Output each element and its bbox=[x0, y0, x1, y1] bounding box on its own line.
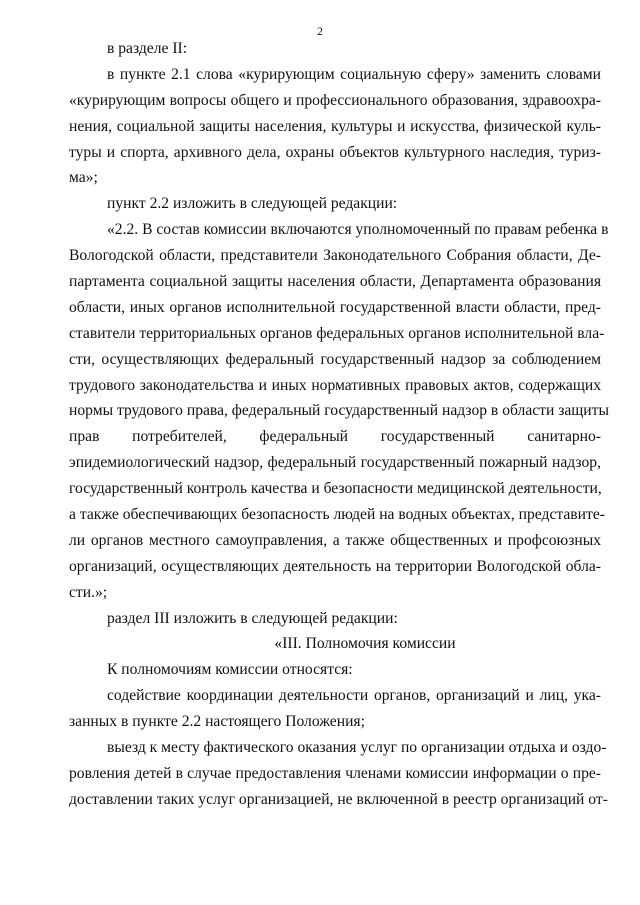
text-line: в пункте 2.1 слова «курирующим социальную сферу» заменить словами bbox=[107, 65, 601, 83]
text-line: выезд к месту фактического оказания услуг по организации отдыха и оздо- bbox=[107, 739, 607, 757]
page-number: 2 bbox=[317, 24, 323, 38]
text-line: трудового законодательства и иных нормативных правовых актов, содержащих bbox=[69, 376, 601, 394]
text-line: занных в пункте 2.2 настоящего Положения; bbox=[69, 713, 365, 731]
text-line: Вологодской области, представители Законодательного Собрания области, Де- bbox=[69, 247, 601, 265]
text-line: в разделе II: bbox=[107, 40, 188, 57]
text-line: туры и спорта, архивного дела, охраны объектов культурного наследия, туриз- bbox=[69, 143, 601, 161]
text-line: партамента социальной защиты населения области, Департамента образования bbox=[69, 273, 601, 291]
text-line: государственный контроль качества и безопасности медицинской деятельности, bbox=[69, 480, 602, 498]
text-line: «2.2. В состав комиссии включаются уполномоченный по правам ребенка в bbox=[107, 221, 609, 239]
section-heading: «III. Полномочия комиссии bbox=[274, 635, 456, 653]
text-line: области, иных органов исполнительной государственной власти области, пред- bbox=[69, 298, 601, 316]
text-line: сти, осуществляющих федеральный государственный надзор за соблюдением bbox=[69, 350, 601, 368]
text-line: ровления детей в случае предоставления членами комиссии информации о пре- bbox=[69, 764, 601, 782]
text-line: нения, социальной защиты населения, культуры и искусства, физической куль- bbox=[69, 117, 601, 135]
text-line: нормы трудового права, федеральный государственный надзор в области защиты bbox=[69, 402, 609, 420]
text-line: раздел III изложить в следующей редакции: bbox=[107, 609, 398, 627]
text-line: организаций, осуществляющих деятельность на территории Вологодской обла- bbox=[69, 557, 601, 575]
text-line: К полномочиям комиссии относятся: bbox=[107, 661, 353, 679]
text-line: эпидемиологический надзор, федеральный государственный пожарный надзор, bbox=[69, 454, 601, 472]
text-line: содействие координации деятельности органов, организаций и лиц, ука- bbox=[107, 687, 601, 705]
text-line: прав потребителей, федеральный государственный санитарно- bbox=[69, 428, 601, 446]
document-body bbox=[69, 36, 609, 813]
text-line: а также обеспечивающих безопасность людей на водных объектах, представите- bbox=[69, 506, 605, 524]
text-line: ли органов местного самоуправления, а также общественных и профсоюзных bbox=[69, 531, 601, 549]
text-line: сти.»; bbox=[69, 583, 108, 601]
text-line: «курирующим вопросы общего и профессионального образования, здравоохра- bbox=[69, 91, 601, 109]
text-line: ма»; bbox=[69, 169, 98, 187]
text-line: доставлении таких услуг организацией, не включенной в реестр организаций от- bbox=[69, 790, 608, 808]
text-line: ставители территориальных органов федеральных органов исполнительной вла- bbox=[69, 324, 605, 342]
text-line: пункт 2.2 изложить в следующей редакции: bbox=[107, 195, 398, 213]
